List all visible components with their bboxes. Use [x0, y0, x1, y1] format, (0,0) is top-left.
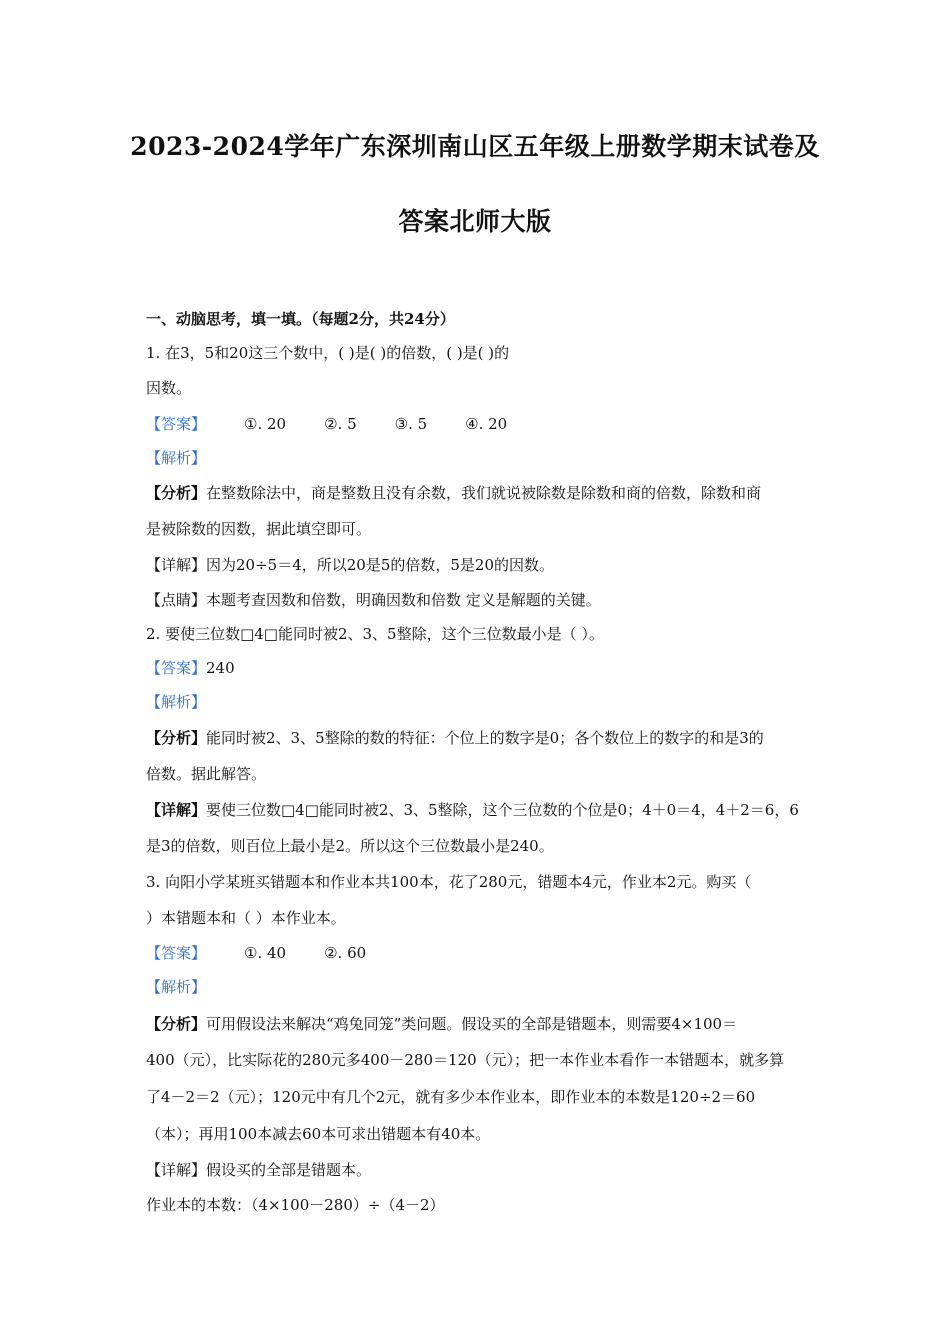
answer-tag: 【答案】 [146, 944, 207, 962]
answer-tag: 【答案】 [146, 659, 207, 677]
q2-answer: 240 [206, 659, 235, 677]
q2-answer-line [146, 658, 816, 678]
q3-stem-line2: ）本错题本和（ ）本作业本。 [146, 909, 346, 927]
q3-answer-line [146, 943, 816, 963]
q2-xiangjie-line1 [146, 800, 816, 820]
fenxi-label: 【分析】 [146, 729, 207, 747]
q1-xiangjie-text: 因为20÷5＝4，所以20是5的倍数，5是20的因数。 [206, 556, 555, 574]
fenxi-label: 【分析】 [146, 1015, 207, 1033]
document-title-line2: 答案北师大版 [398, 207, 552, 236]
q2-fenxi-line1 [146, 728, 816, 748]
q2-xiangjie-line2: 是3的倍数，则百位上最小是2。所以这个三位数最小是240。 [146, 837, 554, 855]
q1-analysis-tag: 【解析】 [146, 449, 207, 467]
q3-stem-line1: 3. 向阳小学某班买错题本和作业本共100本，花了280元，错题本4元，作业本2元。购买（ [146, 873, 752, 891]
fenxi-label: 【分析】 [146, 484, 207, 502]
q2-stem: 2. 要使三位数□4□能同时被2、3、5整除，这个三位数最小是（ ）。 [146, 625, 604, 643]
q3-fenxi-line3: 了4－2＝2（元）；120元中有几个2元，就有多少本作业本，即作业本的本数是120÷2＝60 [146, 1088, 756, 1106]
xiangjie-label: 【详解】 [146, 556, 207, 574]
q3-fenxi-text: 可用假设法来解决“鸡兔同笼”类问题。假设买的全部是错题本，则需要4×100＝ [206, 1015, 738, 1033]
q3-work-line: 作业本的本数：（4×100－280）÷（4－2） [146, 1196, 445, 1214]
q1-stem-line2: 因数。 [146, 379, 192, 397]
q1-answer-1: ①. 20 [244, 415, 287, 433]
document-title-line1: 2023-2024学年广东深圳南山区五年级上册数学期末试卷及 [130, 132, 820, 161]
q1-answer-3: ③. 5 [394, 415, 428, 433]
q3-xiangjie [146, 1160, 816, 1180]
section-heading: 一、动脑思考，填一填。（每题2分，共24分） [146, 310, 455, 328]
q2-analysis-tag: 【解析】 [146, 693, 207, 711]
q2-fenxi-line2: 倍数。据此解答。 [146, 765, 267, 783]
q2-xiangjie-text: 要使三位数□4□能同时被2、3、5整除，这个三位数的个位是0；4＋0＝4，4＋2＝6，6 [206, 801, 799, 819]
q3-xiangjie-text: 假设买的全部是错题本。 [206, 1161, 372, 1179]
dianjing-label: 【点睛】 [146, 591, 207, 609]
q3-fenxi-line2: 400（元），比实际花的280元多400－280＝120（元）；把一本作业本看作一本错题本，就多算 [146, 1051, 785, 1069]
xiangjie-label: 【详解】 [146, 801, 207, 819]
q3-fenxi-line4: （本）；再用100本减去60本可求出错题本有40本。 [146, 1125, 491, 1143]
q1-dianjing [146, 590, 816, 610]
xiangjie-label: 【详解】 [146, 1161, 207, 1179]
q1-xiangjie [146, 555, 816, 575]
q1-answer-4: ④. 20 [465, 415, 508, 433]
q1-fenxi-text: 在整数除法中，商是整数且没有余数，我们就说被除数是除数和商的倍数，除数和商 [206, 484, 762, 502]
q2-fenxi-text: 能同时被2、3、5整除的数的特征：个位上的数字是0；各个数位上的数字的和是3的 [206, 729, 764, 747]
q1-fenxi-line1 [146, 483, 816, 503]
q3-answer-2: ②. 60 [324, 944, 367, 962]
q1-stem-line1: 1. 在3，5和20这三个数中，( )是( )的倍数，( )是( )的 [146, 344, 510, 362]
answer-tag: 【答案】 [146, 415, 207, 433]
q1-answer-2: ②. 5 [324, 415, 357, 433]
q3-fenxi-line1 [146, 1014, 816, 1034]
q1-fenxi-line2: 是被除数的因数，据此填空即可。 [146, 520, 372, 538]
q3-answer-1: ①. 40 [244, 944, 287, 962]
q3-analysis-tag: 【解析】 [146, 978, 207, 996]
q1-dianjing-text: 本题考查因数和倍数，明确因数和倍数 定义是解题的关键。 [206, 591, 601, 609]
q1-answer-line [146, 414, 816, 434]
